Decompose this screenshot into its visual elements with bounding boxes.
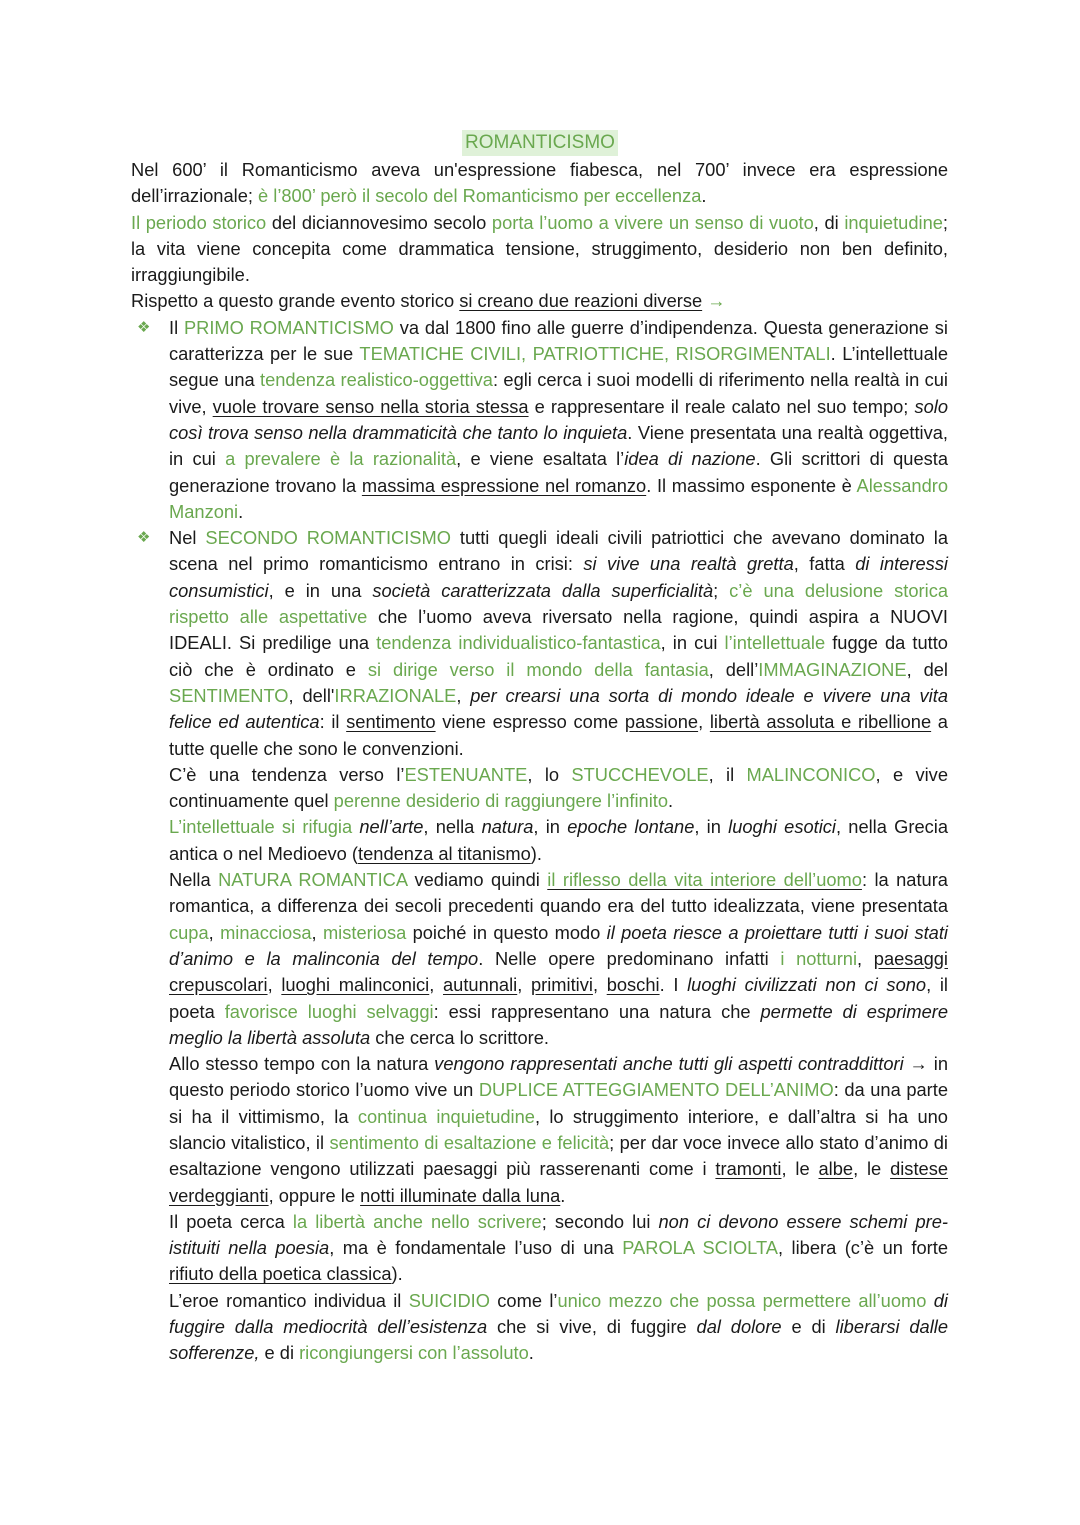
text-run: Nel 600’ il Romanticismo aveva un'espressione fiabesca, nel 700’ invece era espressione dell’irrazionale; xyxy=(131,159,948,207)
underlined-text: primitivi xyxy=(530,974,593,996)
text-run: . L’intellettuale segue una xyxy=(169,343,948,391)
text-run: . Viene presentata una realtà oggettiva, in cui xyxy=(169,421,948,470)
text-run: , dell' xyxy=(288,684,335,706)
intro-paragraph xyxy=(131,210,948,289)
text-run: , lo struggimento interiore, e dall’altra si ha uno slancio vitalistico, il xyxy=(169,1105,948,1153)
text-run: : egli cerca i suoi modelli di riferimento nella realtà in cui vive, xyxy=(169,369,948,417)
text-run: , in xyxy=(694,816,729,838)
text-run: , xyxy=(698,711,710,733)
highlighted-text: IRRAZIONALE xyxy=(334,684,457,706)
highlighted-text: SECONDO ROMANTICISMO xyxy=(205,527,451,549)
text-run: , e viene esaltata l’ xyxy=(456,448,625,470)
text-run: , ma è fondamentale l’uso di una xyxy=(329,1237,623,1259)
text-run: , fatta xyxy=(793,553,856,575)
highlighted-text: minacciosa xyxy=(220,921,312,943)
highlighted-text: ricongiungersi con l’assoluto xyxy=(299,1342,529,1364)
highlighted-text: MALINCONICO xyxy=(746,763,876,785)
text-run: , xyxy=(429,974,443,996)
text-run: , nella xyxy=(423,816,482,838)
highlighted-text: SENTIMENTO xyxy=(169,684,289,706)
underlined-text: autunnali xyxy=(443,974,518,996)
section-paragraph xyxy=(169,525,948,762)
section-paragraph xyxy=(169,867,948,1051)
italic-text: di fuggire dalla mediocrità dell’esistenza xyxy=(169,1289,948,1338)
underlined-text: notti illuminate dalla luna xyxy=(360,1184,561,1206)
text-run: , in xyxy=(533,816,568,838)
highlighted-text: unico mezzo che possa permettere all’uomo xyxy=(557,1289,927,1311)
underlined-text: tramonti xyxy=(715,1158,782,1180)
text-run: . Nelle opere predominano infatti xyxy=(478,947,781,969)
underlined-text: sentimento xyxy=(346,711,436,733)
text-run: . xyxy=(528,1342,534,1364)
underlined-text: vuole trovare senso nella storia stessa xyxy=(212,395,529,417)
underlined-text: luoghi malinconici xyxy=(281,974,430,996)
highlighted-text: DUPLICE ATTEGGIAMENTO DELL’ANIMO xyxy=(478,1079,834,1101)
highlighted-text: c’è una delusione storica rispetto alle aspettative xyxy=(169,579,948,628)
text-run: , xyxy=(311,921,323,943)
italic-text: natura xyxy=(481,816,534,838)
text-run: che l’uomo aveva riversato nella ragione, quindi aspira a NUOVI IDEALI. Si predilige una xyxy=(169,606,948,654)
text-run: : la natura romantica, a differenza dei secoli precedenti quando era del tutto idealizzata, viene presentata xyxy=(169,869,948,917)
text-run: a tutte quelle che sono le convenzioni. xyxy=(169,711,948,759)
text-run xyxy=(926,1290,933,1311)
highlighted-text: l’intellettuale xyxy=(724,632,826,654)
section-paragraph xyxy=(169,1051,948,1209)
text-run: , xyxy=(208,921,221,943)
text-run: Allo stesso tempo con la natura xyxy=(169,1053,435,1075)
text-run: Il poeta cerca xyxy=(169,1210,293,1232)
highlighted-text: tendenza individualistico-fantastica xyxy=(376,632,661,654)
italic-text: permette di esprimere meglio la libertà assoluta xyxy=(169,1000,948,1048)
bullet-diamond-icon: ❖ xyxy=(137,529,151,547)
highlighted-text: TEMATICHE CIVILI, PATRIOTTICHE, RISORGIMENTALI xyxy=(359,343,831,365)
text-run: : il xyxy=(319,711,347,733)
highlighted-text: ESTENUANTE xyxy=(404,763,528,785)
underlined-text: paesaggi crepuscolari xyxy=(169,947,948,996)
text-run: fugge da tutto ciò che è ordinato e xyxy=(169,632,948,680)
underlined-text: si creano due reazioni diverse xyxy=(459,290,703,312)
highlighted-text: inquietudine xyxy=(844,211,943,233)
title-wrapper xyxy=(0,130,1080,156)
highlighted-text: IMMAGINAZIONE xyxy=(758,658,907,680)
italic-text: dal dolore xyxy=(696,1316,782,1338)
text-run: e di xyxy=(259,1342,300,1364)
text-run: che cerca lo scrittore. xyxy=(370,1026,550,1048)
underlined-text: boschi xyxy=(606,974,660,996)
italic-text: idea di nazione xyxy=(624,448,756,470)
highlighted-text: → xyxy=(707,290,726,312)
text-run: ; la vita viene concepita come drammatica tensione, struggimento, desiderio non ben definito, irraggiungibile. xyxy=(131,211,949,286)
highlighted-text: porta l’uomo a vivere un senso di vuoto xyxy=(491,211,814,233)
highlighted-text: STUCCHEVOLE xyxy=(571,763,709,785)
underlined-text: massima espressione nel romanzo xyxy=(361,474,647,496)
document-body xyxy=(131,157,948,1367)
text-run: L’eroe romantico individua il xyxy=(169,1289,409,1311)
highlighted-text: NATURA ROMANTICA xyxy=(218,869,408,891)
text-run: ; per dar voce invece allo stato d’animo di esaltazione vengono utilizzati paesaggi più rasserenanti come i xyxy=(169,1131,948,1180)
text-run: , di xyxy=(813,211,845,233)
italic-text: epoche lontane xyxy=(567,816,695,838)
text-run: → in questo periodo storico l’uomo vive un xyxy=(169,1053,948,1101)
highlighted-text: L’intellettuale si rifugia xyxy=(169,816,353,838)
text-run: Il xyxy=(169,316,184,338)
underlined-text: il riflesso della vita interiore dell’uomo xyxy=(547,869,862,891)
text-run: , in cui xyxy=(660,632,725,654)
text-run: poiché in questo modo xyxy=(406,921,607,943)
highlighted-text: a prevalere è la razionalità xyxy=(225,448,457,470)
text-run: , le xyxy=(781,1158,819,1180)
italic-text: si vive una realtà gretta xyxy=(583,553,794,575)
text-run: . xyxy=(238,500,244,522)
italic-text: il poeta riesce a proiettare tutti i suoi stati d’animo e la malinconia del tempo xyxy=(169,921,948,969)
highlighted-text: tendenza realistico-oggettiva xyxy=(260,369,493,391)
italic-text: vengono rappresentati anche tutti gli aspetti contraddittori xyxy=(434,1053,904,1075)
highlighted-text: sentimento di esaltazione e felicità xyxy=(329,1131,610,1153)
text-run: e rappresentare il reale calato nel suo tempo; xyxy=(528,395,915,417)
text-run: . xyxy=(560,1184,566,1206)
text-run: che si vive, di fuggire xyxy=(487,1316,697,1338)
highlighted-text: si dirige verso il mondo della fantasia xyxy=(367,658,709,680)
text-run: , lo xyxy=(527,763,572,785)
highlighted-text: PAROLA SCIOLTA xyxy=(622,1237,778,1259)
text-run: ; xyxy=(713,579,730,601)
text-run: , xyxy=(517,974,531,996)
highlighted-text: SUICIDIO xyxy=(408,1289,490,1311)
italic-text: nell’arte xyxy=(359,816,424,838)
highlighted-text: la libertà anche nello scrivere xyxy=(292,1210,542,1232)
text-run: , nella Grecia antica o nel Medioevo ( xyxy=(169,816,948,864)
intro-paragraph xyxy=(131,288,948,314)
section-paragraph xyxy=(169,1209,948,1288)
text-run: , e vive continuamente quel xyxy=(169,763,948,812)
underlined-text: libertà assoluta e ribellione xyxy=(709,711,932,733)
bullet-item xyxy=(131,525,948,1367)
text-run: , del xyxy=(906,658,948,680)
bullet-item xyxy=(131,315,948,525)
text-run: , xyxy=(456,684,471,706)
italic-text: luoghi esotici xyxy=(728,816,836,838)
text-run: ). xyxy=(530,842,542,864)
underlined-text: distese verdeggianti xyxy=(169,1158,949,1206)
text-run: , xyxy=(592,974,607,996)
italic-text: società caratterizzata dalla superficialità xyxy=(372,579,714,601)
text-run: Nella xyxy=(169,869,219,891)
text-run: viene espresso come xyxy=(435,711,625,733)
text-run: , libera (c’è un forte xyxy=(778,1237,949,1259)
text-run: Nel xyxy=(169,527,206,549)
highlighted-text: perenne desiderio di raggiungere l’infinito xyxy=(333,790,669,812)
highlighted-text: i notturni xyxy=(780,947,858,969)
text-run: , il poeta xyxy=(169,974,948,1022)
text-run: C’è una tendenza verso l’ xyxy=(169,763,405,785)
italic-text: per crearsi una sorta di mondo ideale e vivere una vita felice ed autentica xyxy=(169,684,948,733)
text-run: , e in una xyxy=(268,579,373,601)
text-run: Rispetto a questo grande evento storico xyxy=(131,290,460,312)
text-run: vediamo quindi xyxy=(407,869,548,891)
text-run: ; secondo lui xyxy=(541,1210,659,1232)
text-run: e di xyxy=(781,1316,836,1338)
underlined-text: rifiuto della poetica classica xyxy=(169,1263,392,1285)
text-run: , oppure le xyxy=(268,1184,361,1206)
section-paragraph xyxy=(169,315,948,525)
text-run: del diciannovesimo secolo xyxy=(266,211,492,233)
intro-paragraph xyxy=(131,157,948,210)
text-run: . Gli scrittori di questa generazione trovano la xyxy=(169,448,948,496)
highlighted-text: continua inquietudine xyxy=(357,1105,535,1127)
text-run: come l’ xyxy=(489,1289,558,1311)
underlined-text: tendenza al titanismo xyxy=(358,842,531,864)
text-run: , il xyxy=(708,763,747,785)
highlighted-text: Alessandro Manzoni xyxy=(169,474,948,522)
highlighted-text: favorisce luoghi selvaggi xyxy=(224,1000,434,1022)
underlined-text: passione xyxy=(624,711,699,733)
text-run: : da una parte si ha il vittimismo, la xyxy=(169,1079,949,1127)
highlighted-text: è l’800’ però il secolo del Romanticismo per eccellenza xyxy=(258,185,702,207)
bullet-diamond-icon: ❖ xyxy=(137,318,151,336)
underlined-text: albe xyxy=(818,1158,854,1180)
section-paragraph xyxy=(169,762,948,815)
italic-text: liberarsi dalle sofferenze, xyxy=(169,1316,948,1364)
text-run: . I xyxy=(659,974,688,996)
text-run: ). xyxy=(391,1263,403,1285)
highlighted-text: misteriosa xyxy=(322,921,407,943)
text-run: . Il massimo esponente è xyxy=(646,474,857,496)
text-run: , le xyxy=(853,1158,891,1180)
highlighted-text: Il periodo storico xyxy=(131,211,267,233)
document-title: ROMANTICISMO xyxy=(462,130,618,156)
italic-text: di interessi consumistici xyxy=(169,553,948,601)
text-run: . xyxy=(668,790,674,812)
romanticism-sections xyxy=(131,315,948,1367)
text-run: va dal 1800 fino alle guerre d’indipendenza. Questa generazione si caratterizza per le sue xyxy=(169,316,948,365)
text-run: tutti quegli ideali civili patriottici che avevano dominato la scena nel primo romanticismo entrano in crisi: xyxy=(169,527,948,575)
text-run: , xyxy=(267,974,282,996)
text-run: : essi rappresentano una natura che xyxy=(433,1000,761,1022)
italic-text: solo così trova senso nella drammaticità che tanto lo inquieta xyxy=(169,395,948,443)
text-run: , dell’ xyxy=(708,658,759,680)
section-paragraph xyxy=(169,1288,948,1367)
highlighted-text: cupa xyxy=(169,921,209,943)
text-run: , xyxy=(857,947,874,969)
highlighted-text: PRIMO ROMANTICISMO xyxy=(183,316,394,338)
section-paragraph xyxy=(169,814,948,867)
text-run: . xyxy=(701,185,707,207)
intro-section xyxy=(131,157,948,315)
italic-text: luoghi civilizzati non ci sono xyxy=(687,974,927,996)
italic-text: non ci devono essere schemi pre-istituiti nella poesia xyxy=(169,1210,948,1259)
